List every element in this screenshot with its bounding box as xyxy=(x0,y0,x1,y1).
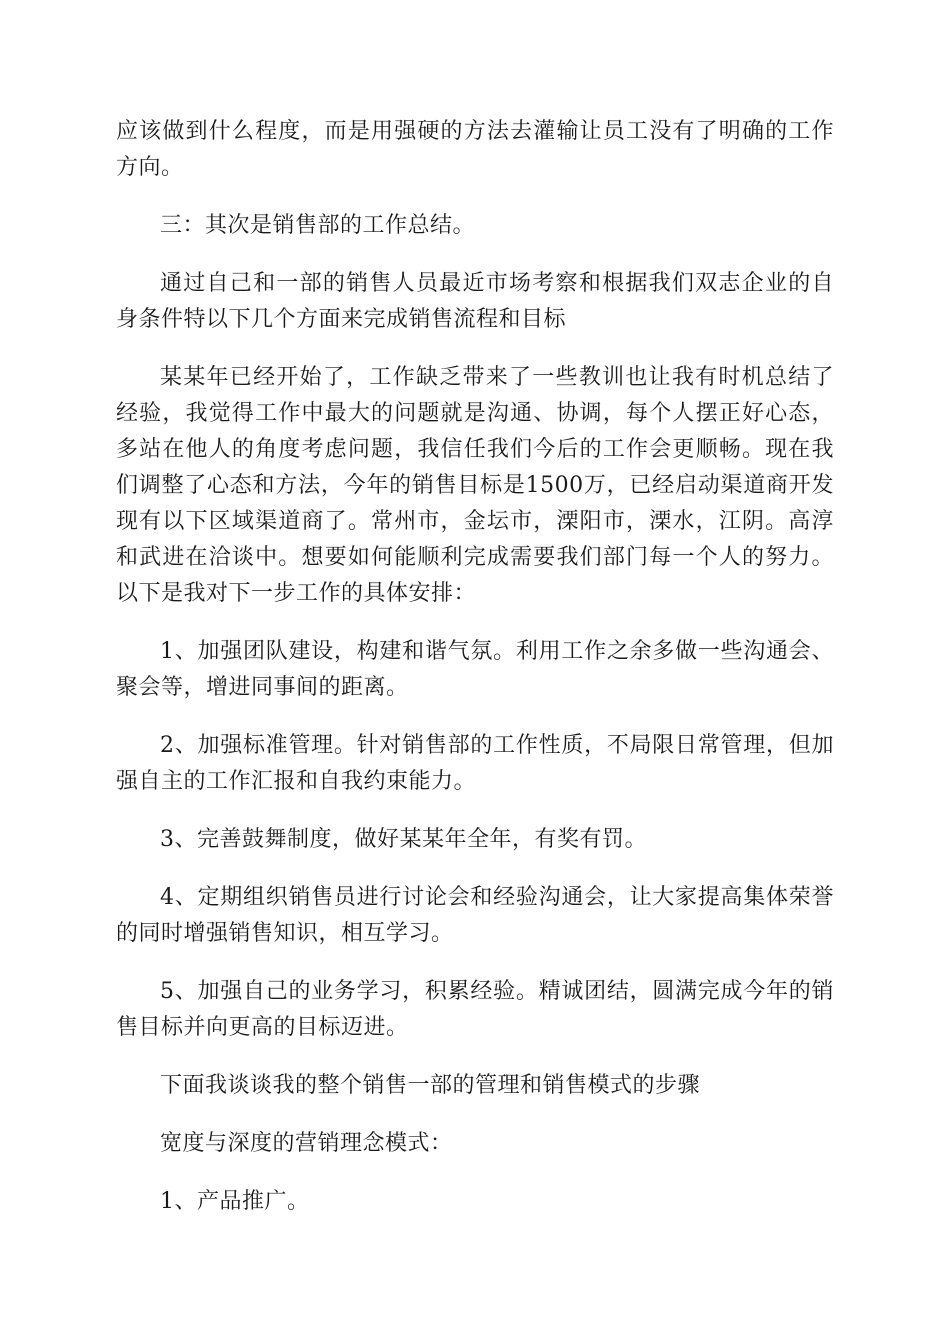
document-body xyxy=(116,114,834,1242)
paragraph-model-intro: 下面我谈谈我的整个销售一部的管理和销售模式的步骤 xyxy=(160,1073,701,1098)
paragraph-continuation: 应该做到什么程度，而是用强硬的方法去灌输让员工没有了明确的工作方向。 xyxy=(116,119,834,180)
list-item-3: 3、完善鼓舞制度，做好某某年全年，有奖有罚。 xyxy=(160,827,647,852)
list-item-5: 5、加强自己的业务学习，积累经验。精诚团结，圆满完成今年的销售目标并向更高的目标迈进。 xyxy=(116,979,834,1040)
list-item-2: 2、加强标准管理。针对销售部的工作性质，不局限日常管理，但加强自主的工作汇报和自我约束能力。 xyxy=(116,733,834,794)
list-item-4: 4、定期组织销售员进行讨论会和经验沟通会，让大家提高集体荣誉的同时增强销售知识，相互学习。 xyxy=(116,885,834,946)
model-item-1: 1、产品推广。 xyxy=(160,1189,310,1214)
paragraph-intro: 通过自己和一部的销售人员最近市场考察和根据我们双志企业的自身条件特以下几个方面来完成销售流程和目标 xyxy=(116,271,834,332)
paragraph-summary: 某某年已经开始了，工作缺乏带来了一些教训也让我有时机总结了经验，我觉得工作中最大的问题就是沟通、协调，每个人摆正好心态，多站在他人的角度考虑问题，我信任我们今后的工作会更顺畅。现在我们调整了心态和方法，今年的销售目标是1500万，已经启动渠道商开发现有以下区域渠道商了。常州市，金坛市，溧阳市，溧水，江阴。高淳和武进在洽谈中。想要如何能顺利完成需要我们部门每一个人的努力。以下是我对下一步工作的具体安排： xyxy=(116,365,834,606)
list-item-1: 1、加强团队建设，构建和谐气氛。利用工作之余多做一些沟通会、聚会等，增进同事间的距离。 xyxy=(116,639,834,700)
section-heading-three: 三：其次是销售部的工作总结。 xyxy=(160,213,476,238)
paragraph-model-heading: 宽度与深度的营销理念模式： xyxy=(160,1131,453,1156)
